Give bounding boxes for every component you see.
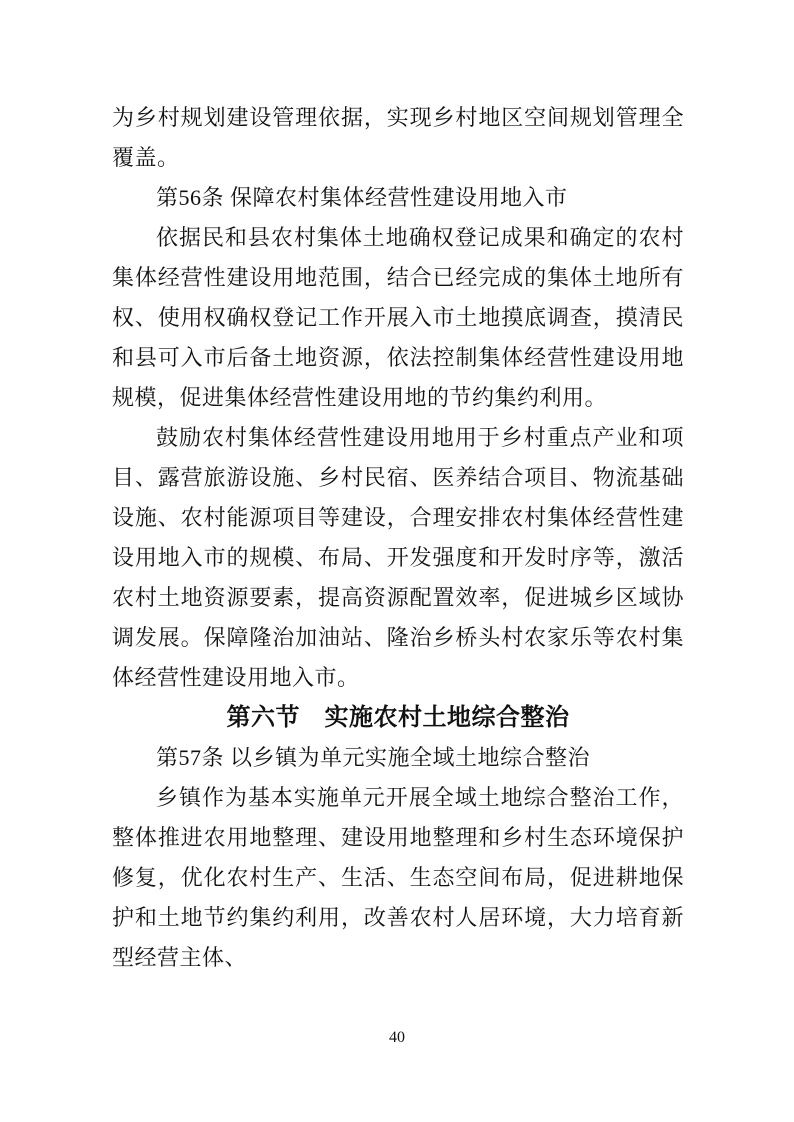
paragraph-body: 乡镇作为基本实施单元开展全域土地综合整治工作，整体推进农用地整理、建设用地整理和乡村生态环境保护修复，优化农村生产、生活、生态空间布局，促进耕地保护和土地节约集约利用，改善农村人居环境，大力培育新型经营主体、 bbox=[112, 785, 684, 970]
paragraph-body: 鼓励农村集体经营性建设用地用于乡村重点产业和项目、露营旅游设施、乡村民宿、医养结合项目、物流基础设施、农村能源项目等建设，合理安排农村集体经营性建设用地入市的规模、布局、开发强度和开发时序等，激活农村土地资源要素，提高资源配置效率，促进城乡区域协调发展。保障隆治加油站、隆治乡桥头村农家乐等农村集体经营性建设用地入市。 bbox=[112, 425, 684, 690]
document-body bbox=[112, 98, 684, 978]
paragraph-continuation: 为乡村规划建设管理依据，实现乡村地区空间规划管理全覆盖。 bbox=[112, 105, 684, 170]
section-heading-6: 第六节 实施农村土地综合整治 bbox=[226, 704, 570, 731]
article-heading-57: 第57条 以乡镇为单元实施全域土地综合整治 bbox=[156, 745, 591, 770]
paragraph-body: 依据民和县农村集体土地确权登记成果和确定的农村集体经营性建设用地范围，结合已经完成的集体土地所有权、使用权确权登记工作开展入市土地摸底调查，摸清民和县可入市后备土地资源，依法控制集体经营性建设用地规模，促进集体经营性建设用地的节约集约利用。 bbox=[112, 225, 684, 410]
page-number: 40 bbox=[389, 1029, 405, 1046]
article-heading-56: 第56条 保障农村集体经营性建设用地入市 bbox=[156, 185, 568, 210]
